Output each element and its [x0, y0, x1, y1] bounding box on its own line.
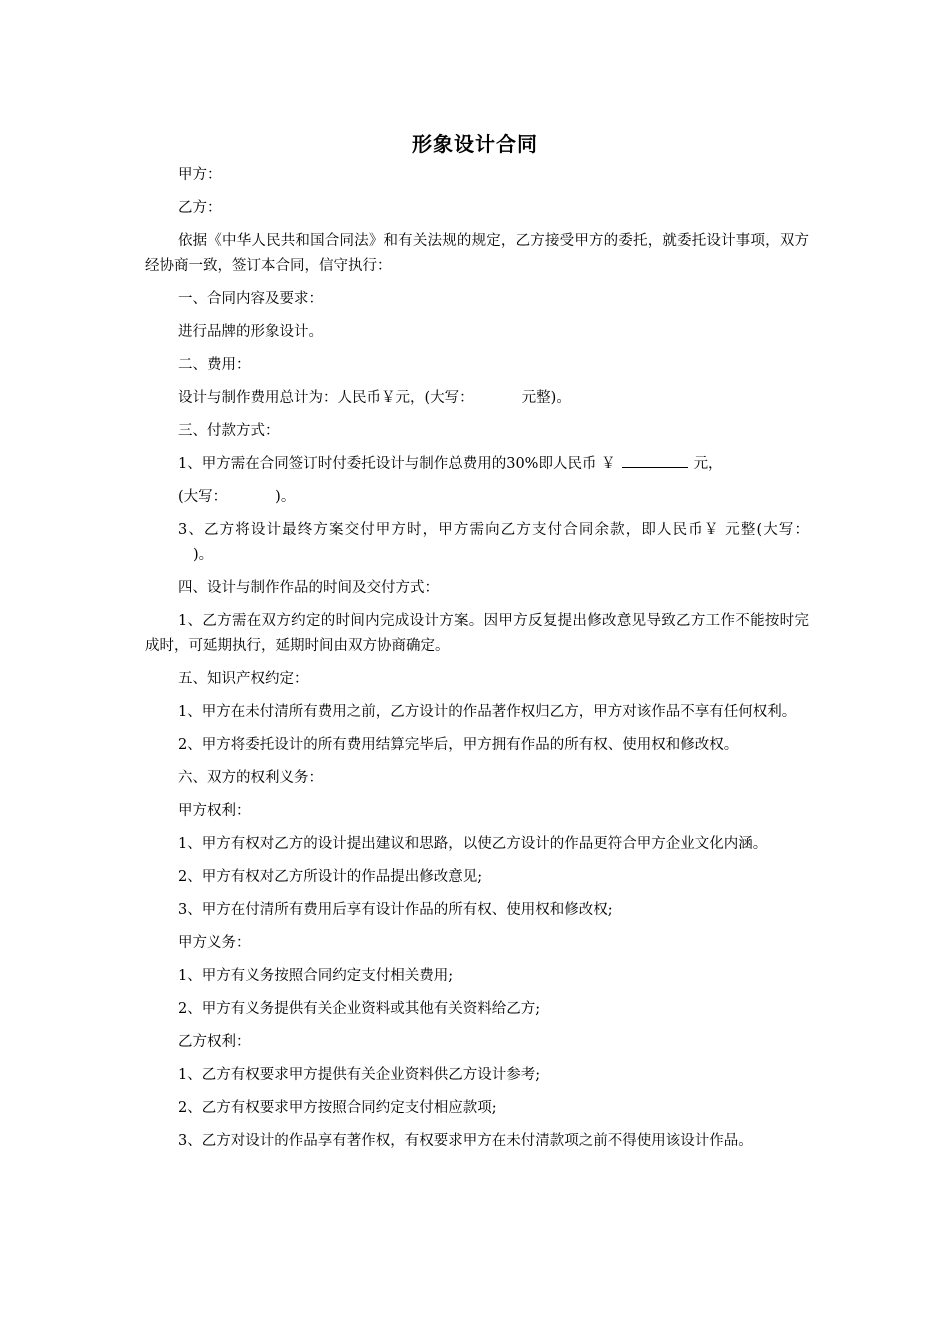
ip-clause-2: 2、甲方将委托设计的所有费用结算完毕后，甲方拥有作品的所有权、使用权和修改权。	[178, 737, 739, 753]
section-heading-4: 四、设计与制作作品的时间及交付方式：	[178, 580, 439, 596]
ip-clause-1: 1、甲方在未付清所有费用之前，乙方设计的作品著作权归乙方，甲方对该作品不享有任何权利。	[178, 704, 797, 720]
payment-clause-1	[145, 452, 809, 477]
amount-blank-line	[622, 453, 688, 468]
fee-text-a: 设计与制作费用总计为：人民币￥元，(大写：	[178, 390, 474, 406]
section-heading-2: 二、费用：	[178, 357, 251, 373]
party-a-duty-1: 1、甲方有义务按照合同约定支付相关费用;	[178, 968, 454, 984]
party-a-duties-heading: 甲方义务：	[178, 935, 251, 951]
document-body	[145, 163, 809, 1162]
payment-clause-1-text-b: 元，	[693, 456, 723, 472]
party-a-right-2: 2、甲方有权对乙方所设计的作品提出修改意见;	[178, 869, 483, 885]
uppercase-text-b: )。	[275, 489, 296, 505]
payment-clause-3-text-b: )。	[193, 547, 214, 563]
preamble-paragraph: 依据《中华人民共和国合同法》和有关法规的规定，乙方接受甲方的委托，就委托设计事项，双方经协商一致，签订本合同，信守执行：	[145, 233, 809, 274]
section-heading-1: 一、合同内容及要求：	[178, 291, 323, 307]
party-a-right-3: 3、甲方在付清所有费用后享有设计作品的所有权、使用权和修改权;	[178, 902, 613, 918]
party-b-right-3: 3、乙方对设计的作品享有著作权，有权要求甲方在未付清款项之前不得使用该设计作品。	[178, 1133, 753, 1149]
party-a-duty-2: 2、甲方有义务提供有关企业资料或其他有关资料给乙方;	[178, 1001, 541, 1017]
uppercase-text-a: (大写：	[178, 489, 228, 505]
party-b-right-2: 2、乙方有权要求甲方按照合同约定支付相应款项;	[178, 1100, 497, 1116]
fee-text-b: 元整)。	[521, 390, 571, 406]
payment-clause-1-uppercase	[145, 485, 809, 510]
payment-clause-1-text-a: 1、甲方需在合同签订时付委托设计与制作总费用的30%即人民币 ￥	[178, 456, 616, 472]
party-b-rights-heading: 乙方权利：	[178, 1034, 251, 1050]
party-a-line: 甲方：	[178, 167, 222, 183]
content-paragraph: 进行品牌的形象设计。	[178, 324, 323, 340]
document-title: 形象设计合同	[412, 132, 538, 156]
party-b-right-1: 1、乙方有权要求甲方提供有关企业资料供乙方设计参考;	[178, 1067, 541, 1083]
party-b-line: 乙方：	[178, 200, 222, 216]
section-heading-6: 六、双方的权利义务：	[178, 770, 323, 786]
payment-clause-3-text-a: 3、乙方将设计最终方案交付甲方时，甲方需向乙方支付合同余款，即人民币￥ 元整(大写：	[178, 522, 809, 538]
section-heading-5: 五、知识产权约定：	[178, 671, 309, 687]
payment-clause-3	[145, 518, 809, 568]
delivery-clause-1: 1、乙方需在双方约定的时间内完成设计方案。因甲方反复提出修改意见导致乙方工作不能按时完成时，可延期执行，延期时间由双方协商确定。	[145, 613, 809, 654]
fee-paragraph	[145, 386, 809, 411]
party-a-right-1: 1、甲方有权对乙方的设计提出建议和思路，以使乙方设计的作品更符合甲方企业文化内涵。	[178, 836, 768, 852]
party-a-rights-heading: 甲方权利：	[178, 803, 251, 819]
section-heading-3: 三、付款方式：	[178, 423, 280, 439]
